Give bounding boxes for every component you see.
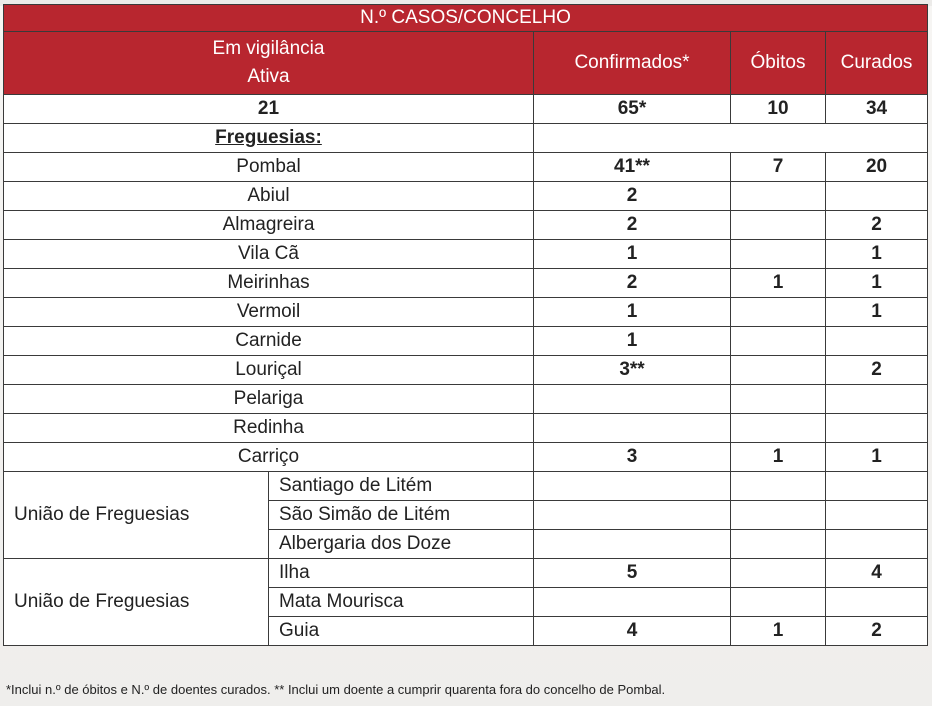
freguesia-name: Pombal (4, 153, 534, 182)
obitos-value (731, 240, 826, 269)
header-confirmados: Confirmados* (534, 32, 731, 95)
curados-value: 20 (826, 153, 928, 182)
table-row (4, 211, 928, 240)
table-row (4, 298, 928, 327)
curados-value: 2 (826, 356, 928, 385)
obitos-value (731, 211, 826, 240)
table-row (4, 182, 928, 211)
confirmados-value: 3** (534, 356, 731, 385)
table-row (4, 356, 928, 385)
obitos-value (731, 298, 826, 327)
confirmados-value (534, 385, 731, 414)
table-footnote: *Inclui n.º de óbitos e N.º de doentes curados. ** Inclui um doente a cumprir quarenta fora do concelho de Pombal. (6, 682, 666, 697)
curados-value (826, 414, 928, 443)
header-em-vigilancia (4, 32, 534, 95)
table-title: N.º CASOS/CONCELHO (4, 5, 928, 32)
confirmados-value: 3 (534, 443, 731, 472)
freguesia-name: Meirinhas (4, 269, 534, 298)
uniao-freguesias-label: União de Freguesias (4, 559, 269, 646)
table-row (4, 269, 928, 298)
uniao-freguesias-label: União de Freguesias (4, 472, 269, 559)
obitos-value: 7 (731, 153, 826, 182)
confirmados-value: 2 (534, 182, 731, 211)
obitos-value (731, 356, 826, 385)
curados-value (826, 385, 928, 414)
obitos-value (731, 530, 826, 559)
curados-value: 4 (826, 559, 928, 588)
curados-value: 1 (826, 443, 928, 472)
total-obitos: 10 (731, 95, 826, 124)
total-confirmados: 65* (534, 95, 731, 124)
obitos-value (731, 559, 826, 588)
freguesia-name: Louriçal (4, 356, 534, 385)
confirmados-value: 4 (534, 617, 731, 646)
curados-value: 1 (826, 298, 928, 327)
freguesia-name: Almagreira (4, 211, 534, 240)
curados-value: 1 (826, 269, 928, 298)
table-row (4, 385, 928, 414)
obitos-value (731, 588, 826, 617)
table-row (4, 153, 928, 182)
header-obitos: Óbitos (731, 32, 826, 95)
freguesia-name: Vila Cã (4, 240, 534, 269)
confirmados-value: 41** (534, 153, 731, 182)
freguesias-label-row (4, 124, 928, 153)
header-curados: Curados (826, 32, 928, 95)
confirmados-value: 2 (534, 269, 731, 298)
obitos-value (731, 472, 826, 501)
confirmados-value: 1 (534, 327, 731, 356)
curados-value (826, 530, 928, 559)
confirmados-value (534, 472, 731, 501)
table-row (4, 559, 928, 588)
freguesia-name: Abiul (4, 182, 534, 211)
freguesias-label-empty (534, 124, 928, 153)
curados-value: 2 (826, 211, 928, 240)
curados-value: 1 (826, 240, 928, 269)
confirmados-value: 5 (534, 559, 731, 588)
curados-value (826, 182, 928, 211)
freguesia-name: Santiago de Litém (269, 472, 534, 501)
freguesia-name: Albergaria dos Doze (269, 530, 534, 559)
confirmados-value: 1 (534, 240, 731, 269)
freguesia-name: São Simão de Litém (269, 501, 534, 530)
freguesia-name: Carriço (4, 443, 534, 472)
curados-value (826, 472, 928, 501)
total-vigilancia: 21 (4, 95, 534, 124)
header-em-vigilancia-line2: Ativa (247, 66, 290, 87)
table-row (4, 327, 928, 356)
obitos-value: 1 (731, 269, 826, 298)
obitos-value (731, 182, 826, 211)
table-row (4, 240, 928, 269)
freguesia-name: Pelariga (4, 385, 534, 414)
table-title-row (4, 5, 928, 32)
curados-value (826, 588, 928, 617)
table-row (4, 472, 928, 501)
freguesia-name: Guia (269, 617, 534, 646)
curados-value (826, 501, 928, 530)
obitos-value (731, 501, 826, 530)
table-row (4, 443, 928, 472)
confirmados-value (534, 501, 731, 530)
table-row (4, 414, 928, 443)
confirmados-value: 2 (534, 211, 731, 240)
freguesia-name: Redinha (4, 414, 534, 443)
freguesia-name: Mata Mourisca (269, 588, 534, 617)
freguesias-label-cell (4, 124, 534, 153)
freguesia-name: Vermoil (4, 298, 534, 327)
freguesia-name: Carnide (4, 327, 534, 356)
obitos-value (731, 327, 826, 356)
obitos-value: 1 (731, 617, 826, 646)
freguesias-label: Freguesias: (215, 127, 322, 148)
confirmados-value (534, 530, 731, 559)
table-header-row (4, 32, 928, 95)
obitos-value (731, 414, 826, 443)
obitos-value: 1 (731, 443, 826, 472)
confirmados-value: 1 (534, 298, 731, 327)
header-em-vigilancia-line1: Em vigilância (212, 38, 325, 59)
totals-row (4, 95, 928, 124)
curados-value: 2 (826, 617, 928, 646)
freguesia-name: Ilha (269, 559, 534, 588)
cases-per-municipality-table (3, 4, 928, 646)
obitos-value (731, 385, 826, 414)
confirmados-value (534, 588, 731, 617)
curados-value (826, 327, 928, 356)
total-curados: 34 (826, 95, 928, 124)
confirmados-value (534, 414, 731, 443)
